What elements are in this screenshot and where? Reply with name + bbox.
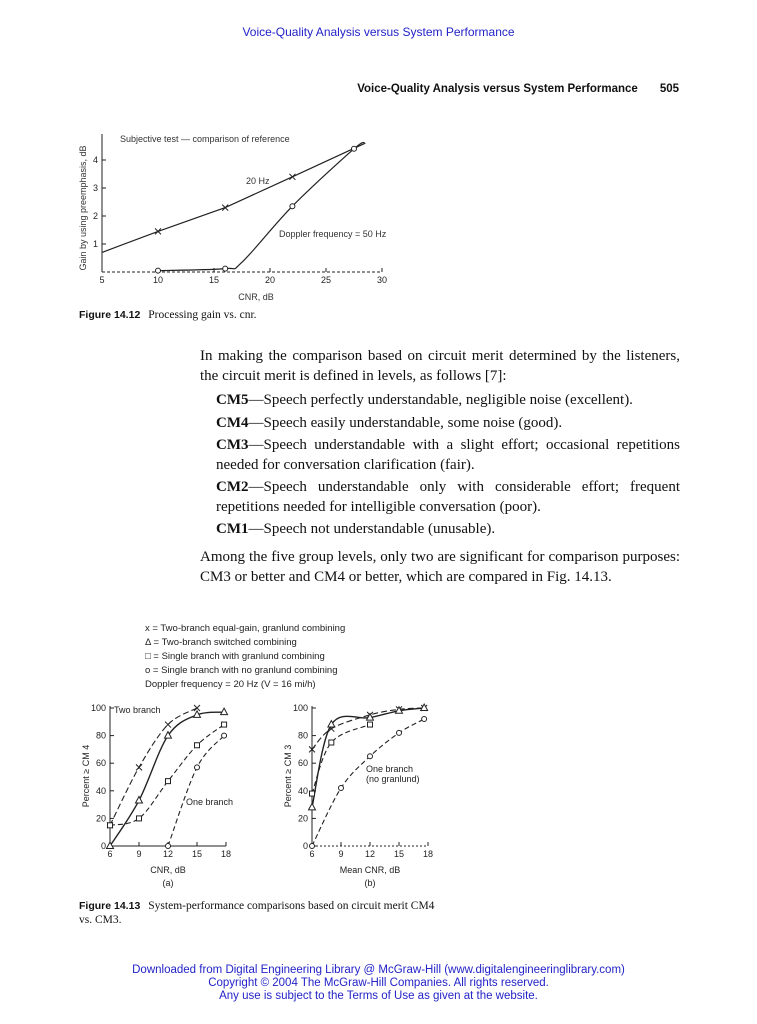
legend-item: □ = Single branch with granlund combining: [145, 651, 325, 662]
annotation-no-granlund: (no granlund): [366, 774, 420, 784]
panel-label: (a): [162, 878, 174, 888]
data-point: [290, 204, 295, 209]
annotation-one-branch: One branch: [366, 764, 414, 774]
series-line: [168, 736, 224, 846]
data-point: [339, 786, 344, 791]
y-tick-label: 80: [95, 730, 106, 741]
list-item: CM5—Speech perfectly understandable, negligible noise (excellent).: [216, 392, 633, 408]
x-tick-label: 18: [422, 849, 434, 859]
x-tick-label: 6: [309, 849, 315, 859]
running-head: [357, 83, 679, 95]
figure-14-13b-chart: [280, 696, 450, 892]
y-tick-label: 40: [297, 785, 308, 796]
x-axis-label: CNR, dB: [238, 292, 274, 302]
footer-copyright: Copyright © 2004 The McGraw-Hill Companies. All rights reserved.: [208, 977, 549, 989]
data-point: [352, 146, 357, 151]
y-tick-label: 60: [95, 758, 106, 769]
series-line: [110, 725, 224, 826]
data-point: [156, 268, 161, 273]
data-point: [221, 708, 228, 715]
data-point: [195, 765, 200, 770]
data-point: [222, 722, 227, 727]
x-axis-label: CNR, dB: [150, 865, 186, 875]
legend-item: Doppler frequency = 20 Hz (V = 16 mi/h): [145, 679, 316, 690]
y-tick-label: 20: [297, 813, 308, 824]
data-point: [310, 844, 315, 849]
y-tick-label: 60: [297, 758, 308, 769]
page-number: 505: [659, 83, 679, 95]
chart-title: Subjective test — comparison of reference: [120, 134, 290, 144]
data-point: [136, 764, 142, 770]
download-link[interactable]: Voice-Quality Analysis versus System Performance: [242, 25, 515, 39]
intro-paragraph: [200, 347, 680, 386]
figure-14-12-label: Figure 14.12: [79, 309, 141, 321]
data-point: [222, 205, 228, 211]
data-point: [222, 733, 227, 738]
x-tick-label: 12: [162, 849, 174, 859]
x-axis-label: Mean CNR, dB: [339, 865, 401, 875]
data-point: [155, 228, 161, 234]
y-axis-label: Gain by using preemphasis, dB: [78, 145, 88, 271]
y-axis-label: Percent ≥ CM 4: [81, 744, 91, 808]
list-item: CM1—Speech not understandable (unusable).: [216, 521, 496, 537]
list-item: CM4—Speech easily understandable, some noise (good).: [216, 414, 563, 431]
figure-14-13-label: Figure 14.13: [79, 900, 141, 912]
y-tick-label: 100: [90, 703, 106, 713]
x-tick-label: 5: [99, 275, 105, 285]
circuit-merit-list: [216, 391, 680, 543]
running-title: Voice-Quality Analysis versus System Performance: [357, 83, 638, 95]
data-point: [397, 730, 402, 735]
x-tick-label: 10: [152, 275, 164, 285]
y-tick-label: 3: [92, 183, 98, 193]
y-tick-label: 0: [302, 841, 308, 851]
closing-text: Among the five group levels, only two are significant for comparison purposes: CM3 or better and CM4 or better, which are compared in Fig. 14.13.: [200, 549, 680, 585]
legend-item: o = Single branch with no granlund combining: [145, 665, 338, 676]
x-tick-label: 9: [136, 849, 142, 859]
x-tick-label: 18: [220, 849, 232, 859]
footer: [0, 964, 757, 1003]
series-line: [158, 142, 365, 270]
annotation-doppler: Doppler frequency = 50 Hz: [279, 229, 387, 239]
annotation-20hz: 20 Hz: [246, 176, 270, 186]
figure-14-13a-chart: [78, 696, 243, 892]
panel-label: (b): [364, 878, 376, 888]
annotation-one-branch: One branch: [186, 797, 234, 807]
footer-download-link[interactable]: Downloaded from Digital Engineering Library @ McGraw-Hill (www.digitalengineeringlibrary.com): [132, 964, 625, 976]
y-tick-label: 2: [92, 211, 98, 221]
data-point: [368, 754, 373, 759]
y-tick-label: 40: [95, 785, 106, 796]
closing-paragraph: [200, 548, 680, 587]
x-tick-label: 15: [191, 849, 203, 859]
figure-14-12-caption-text: Processing gain vs. cnr.: [148, 309, 257, 321]
data-point: [289, 174, 295, 180]
footer-terms[interactable]: Any use is subject to the Terms of Use as given at the website.: [219, 990, 538, 1002]
intro-text: In making the comparison based on circuit merit determined by the listeners, the circuit merit is defined in levels, as follows [7]:: [200, 348, 680, 384]
x-tick-label: 30: [376, 275, 388, 285]
y-tick-label: 4: [92, 155, 98, 165]
annotation-two-branch: Two branch: [114, 705, 161, 715]
y-tick-label: 1: [92, 239, 98, 249]
data-point: [137, 816, 142, 821]
data-point: [329, 740, 334, 745]
legend-item: Δ = Two-branch switched combining: [145, 637, 297, 648]
y-tick-label: 0: [100, 841, 106, 851]
x-tick-label: 9: [338, 849, 344, 859]
x-tick-label: 15: [393, 849, 405, 859]
legend-item: x = Two-branch equal-gain, granlund combining: [145, 623, 346, 634]
data-point: [368, 722, 373, 727]
data-point: [166, 844, 171, 849]
x-tick-label: 6: [107, 849, 113, 859]
list-item: CM2—Speech understandable only with considerable effort; frequent repetitions needed for intelligible conversation (poor).: [216, 479, 680, 515]
x-tick-label: 20: [264, 275, 276, 285]
data-point: [310, 791, 315, 796]
data-point: [195, 743, 200, 748]
data-point: [422, 717, 427, 722]
x-tick-label: 25: [320, 275, 332, 285]
list-item: CM3—Speech understandable with a slight effort; occasional repetitions needed for conversation clarification (fair).: [216, 437, 680, 473]
y-tick-label: 20: [95, 813, 106, 824]
figure-14-13-legend: [145, 622, 345, 692]
data-point: [166, 779, 171, 784]
y-axis-label: Percent ≥ CM 3: [283, 744, 293, 808]
figure-14-13-caption: [79, 899, 439, 927]
y-tick-label: 80: [297, 730, 308, 741]
data-point: [136, 796, 143, 803]
data-point: [309, 803, 316, 810]
data-point: [108, 823, 113, 828]
data-point: [223, 266, 228, 271]
figure-14-13-caption-text: System-performance comparisons based on circuit merit CM4 vs. CM3.: [79, 900, 435, 926]
figure-14-12-caption: [79, 309, 257, 321]
data-point: [165, 722, 171, 728]
y-tick-label: 100: [292, 703, 308, 713]
figure-14-12-chart: [74, 128, 404, 303]
x-tick-label: 15: [208, 275, 220, 285]
x-tick-label: 12: [364, 849, 376, 859]
